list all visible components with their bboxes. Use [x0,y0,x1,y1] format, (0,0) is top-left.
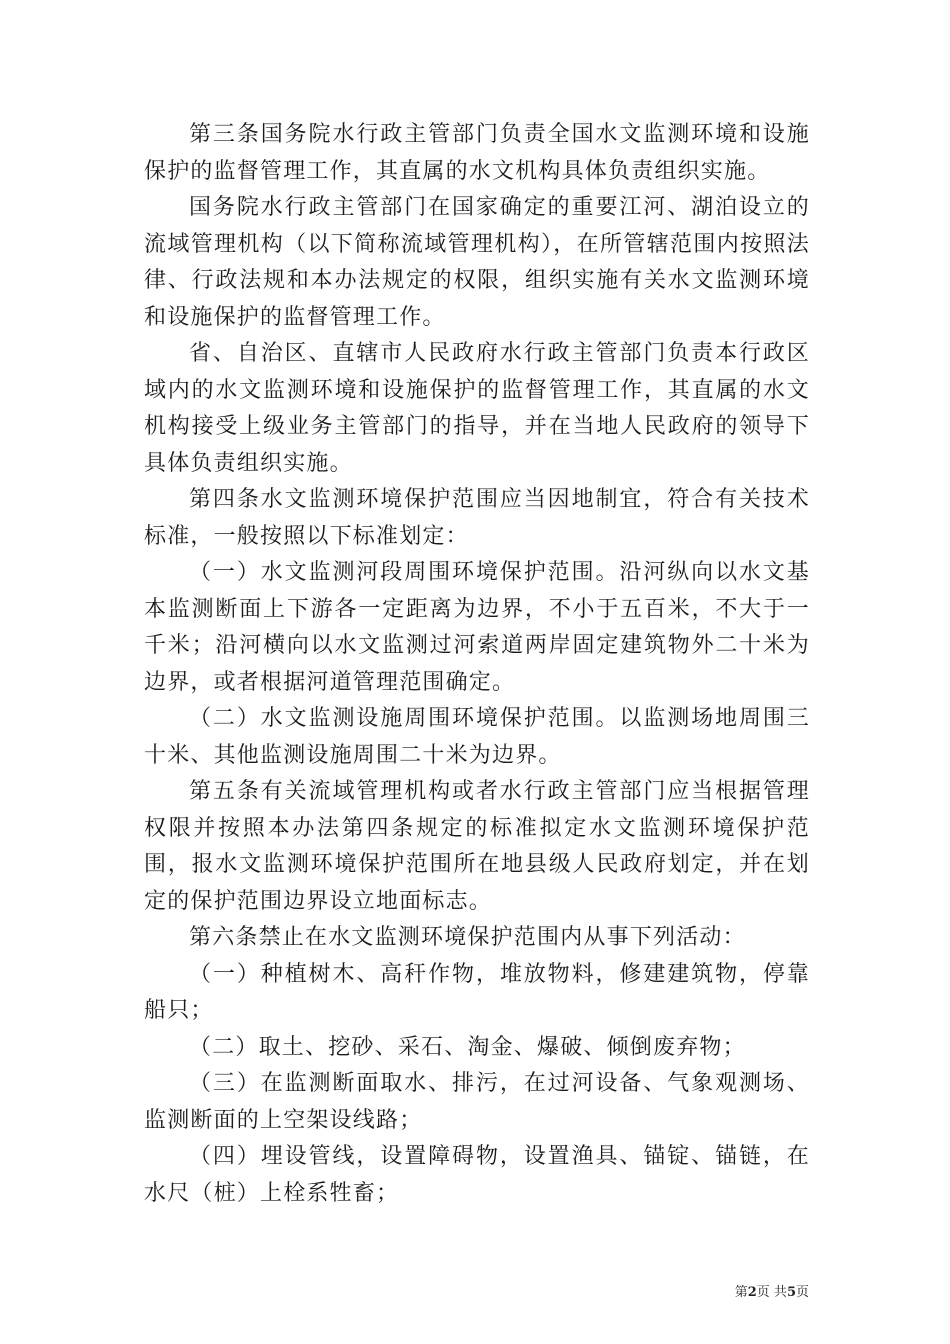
paragraph-article-6: 第六条禁止在水文监测环境保护范围内从事下列活动： [189,925,746,950]
paragraph-article-4: 第四条水文监测环境保护范围应当因地制宜，符合有关技术标准，一般按照以下标准划定： [144,487,810,549]
paragraph-article-6-item-2: （二）取土、挖砂、采石、淘金、爆破、倾倒废弃物； [189,1034,746,1060]
paragraph-article-5: 第五条有关流域管理机构或者水行政主管部门应当根据管理权限并按照本办法第四条规定的标准拟定水文监测环境保护范围，报水文监测环境保护范围所在地县级人民政府划定，并在划定的保护范围边界设立地面标志。 [144,779,810,914]
page-number-footer [0,1281,950,1300]
paragraph-basin-authority: 国务院水行政主管部门在国家确定的重要江河、湖泊设立的流域管理机构（以下简称流域管理机构），在所管辖范围内按照法律、行政法规和本办法规定的权限，组织实施有关水文监测环境和设施保护的监督管理工作。 [144,195,810,330]
paragraph-article-4-item-2: （二）水文监测设施周围环境保护范围。以监测场地周围三十米、其他监测设施周围二十米为边界。 [144,706,810,768]
paragraph-article-3: 第三条国务院水行政主管部门负责全国水文监测环境和设施保护的监督管理工作，其直属的水文机构具体负责组织实施。 [144,122,810,184]
paragraph-article-6-item-4: （四）埋设管线，设置障碍物，设置渔具、锚锭、锚链，在水尺（桩）上栓系牲畜； [144,1144,810,1206]
footer-suffix: 页 [795,1285,809,1300]
current-page-number: 2 [747,1285,757,1300]
document-body [144,117,810,1212]
paragraph-provincial-authority: 省、自治区、直辖市人民政府水行政主管部门负责本行政区域内的水文监测环境和设施保护的监督管理工作，其直属的水文机构接受上级业务主管部门的指导，并在当地人民政府的领导下具体负责组织实施。 [144,341,810,476]
footer-middle: 页 共 [756,1285,787,1300]
total-page-number: 5 [786,1285,796,1300]
paragraph-article-6-item-3: （三）在监测断面取水、排污，在过河设备、气象观测场、监测断面的上空架设线路； [144,1071,810,1133]
footer-prefix: 第 [734,1285,748,1300]
paragraph-article-4-item-1: （一）水文监测河段周围环境保护范围。沿河纵向以水文基本监测断面上下游各一定距离为边界，不小于五百米，不大于一千米；沿河横向以水文监测过河索道两岸固定建筑物外二十米为边界，或者根据河道管理范围确定。 [144,560,810,695]
paragraph-article-6-item-1: （一）种植树木、高秆作物，堆放物料，修建建筑物，停靠船只； [144,961,810,1023]
